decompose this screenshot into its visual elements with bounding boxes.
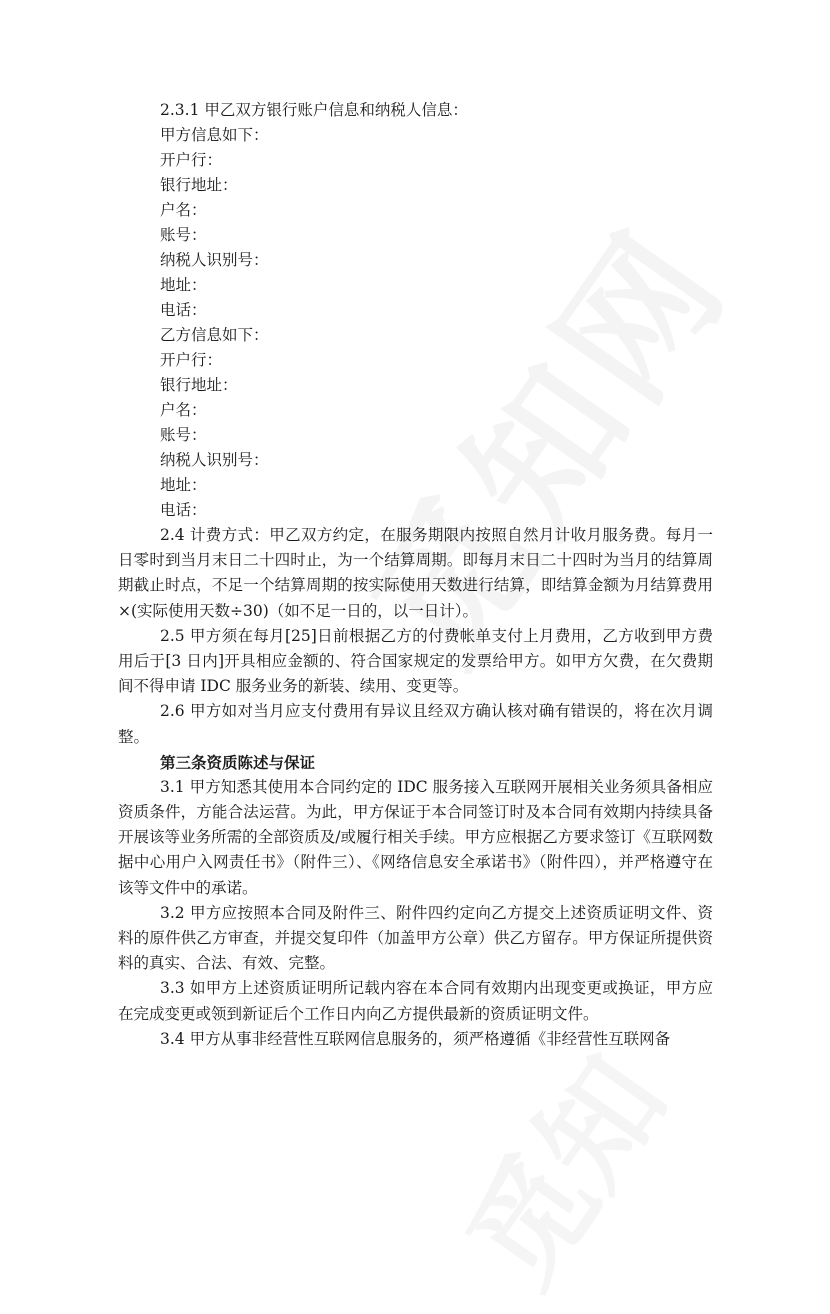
section-2-3-1-title: 2.3.1 甲乙双方银行账户信息和纳税人信息： [160,101,468,119]
party-b-bank-address: 银行地址： [160,376,238,394]
clause-3-3: 3.3 如甲方上述资质证明所记载内容在本合同有效期内出现变更或换证，甲方应在完成变更或领到新证后个工作日内向乙方提供最新的资质证明文件。 [118,979,713,1023]
party-b-phone: 电话： [160,501,207,519]
party-a-bank: 开户行： [160,151,223,169]
party-b-account-name: 户名： [160,401,207,419]
watermark-bottom [421,1018,700,1313]
party-b-account-number: 账号： [160,426,207,444]
clause-3-1: 3.1 甲方知悉其使用本合同约定的 IDC 服务接入互联网开展相关业务须具备相应资质条件，方能合法运营。为此，甲方保证于本合同签订时及本合同有效期内持续具备开展该等业务所需的全部资质及/或履行相关手续。甲方应根据乙方要求签订《互联网数据中心用户入网责任书》（附件三）、《网络信息安全承诺书》（附件四），并严格遵守在该等文件中的承诺。 [118,777,713,897]
party-b-info-label: 乙方信息如下： [160,326,269,344]
clause-2-5: 2.5 甲方须在每月[25]日前根据乙方的付费帐单支付上月费用，乙方收到甲方费用后于[3 日内]开具相应金额的、符合国家规定的发票给甲方。如甲方欠费，在欠费期间不得申请 IDC 服务业务的新装、续用、变更等。 [118,626,713,696]
party-a-account-number: 账号： [160,226,207,244]
party-a-taxpayer-id: 纳税人识别号： [160,251,269,269]
clause-2-4: 2.4 计费方式：甲乙双方约定，在服务期限内按照自然月计收月服务费。每月一日零时到当月末日二十四时止，为一个结算周期。即每月末日二十四时为当月的结算周期截止时点，不足一个结算周期的按实际使用天数进行结算，即结算金额为月结算费用×(实际使用天数÷30)（如不足一日的，以一日计）。 [118,526,713,620]
clause-2-6: 2.6 甲方如对当月应支付费用有异议且经双方确认核对确有错误的，将在次月调整。 [118,702,713,746]
clause-3-4: 3.4 甲方从事非经营性互联网信息服务的，须严格遵循《非经营性互联网备 [160,1029,671,1048]
party-a-address: 地址： [160,276,207,294]
party-a-phone: 电话： [160,301,207,319]
document-body [118,98,713,1052]
party-b-address: 地址： [160,476,207,494]
party-a-account-name: 户名： [160,201,207,219]
clause-3-2: 3.2 甲方应按照本合同及附件三、附件四约定向乙方提交上述资质证明文件、资料的原件供乙方审查，并提交复印件（加盖甲方公章）供乙方留存。甲方保证所提供资料的真实、合法、有效、完整。 [118,903,713,973]
party-a-bank-address: 银行地址： [160,176,238,194]
article-3-heading: 第三条资质陈述与保证 [160,752,316,772]
party-b-bank: 开户行： [160,351,223,369]
party-a-info-label: 甲方信息如下： [160,126,269,144]
party-b-taxpayer-id: 纳税人识别号： [160,451,269,469]
